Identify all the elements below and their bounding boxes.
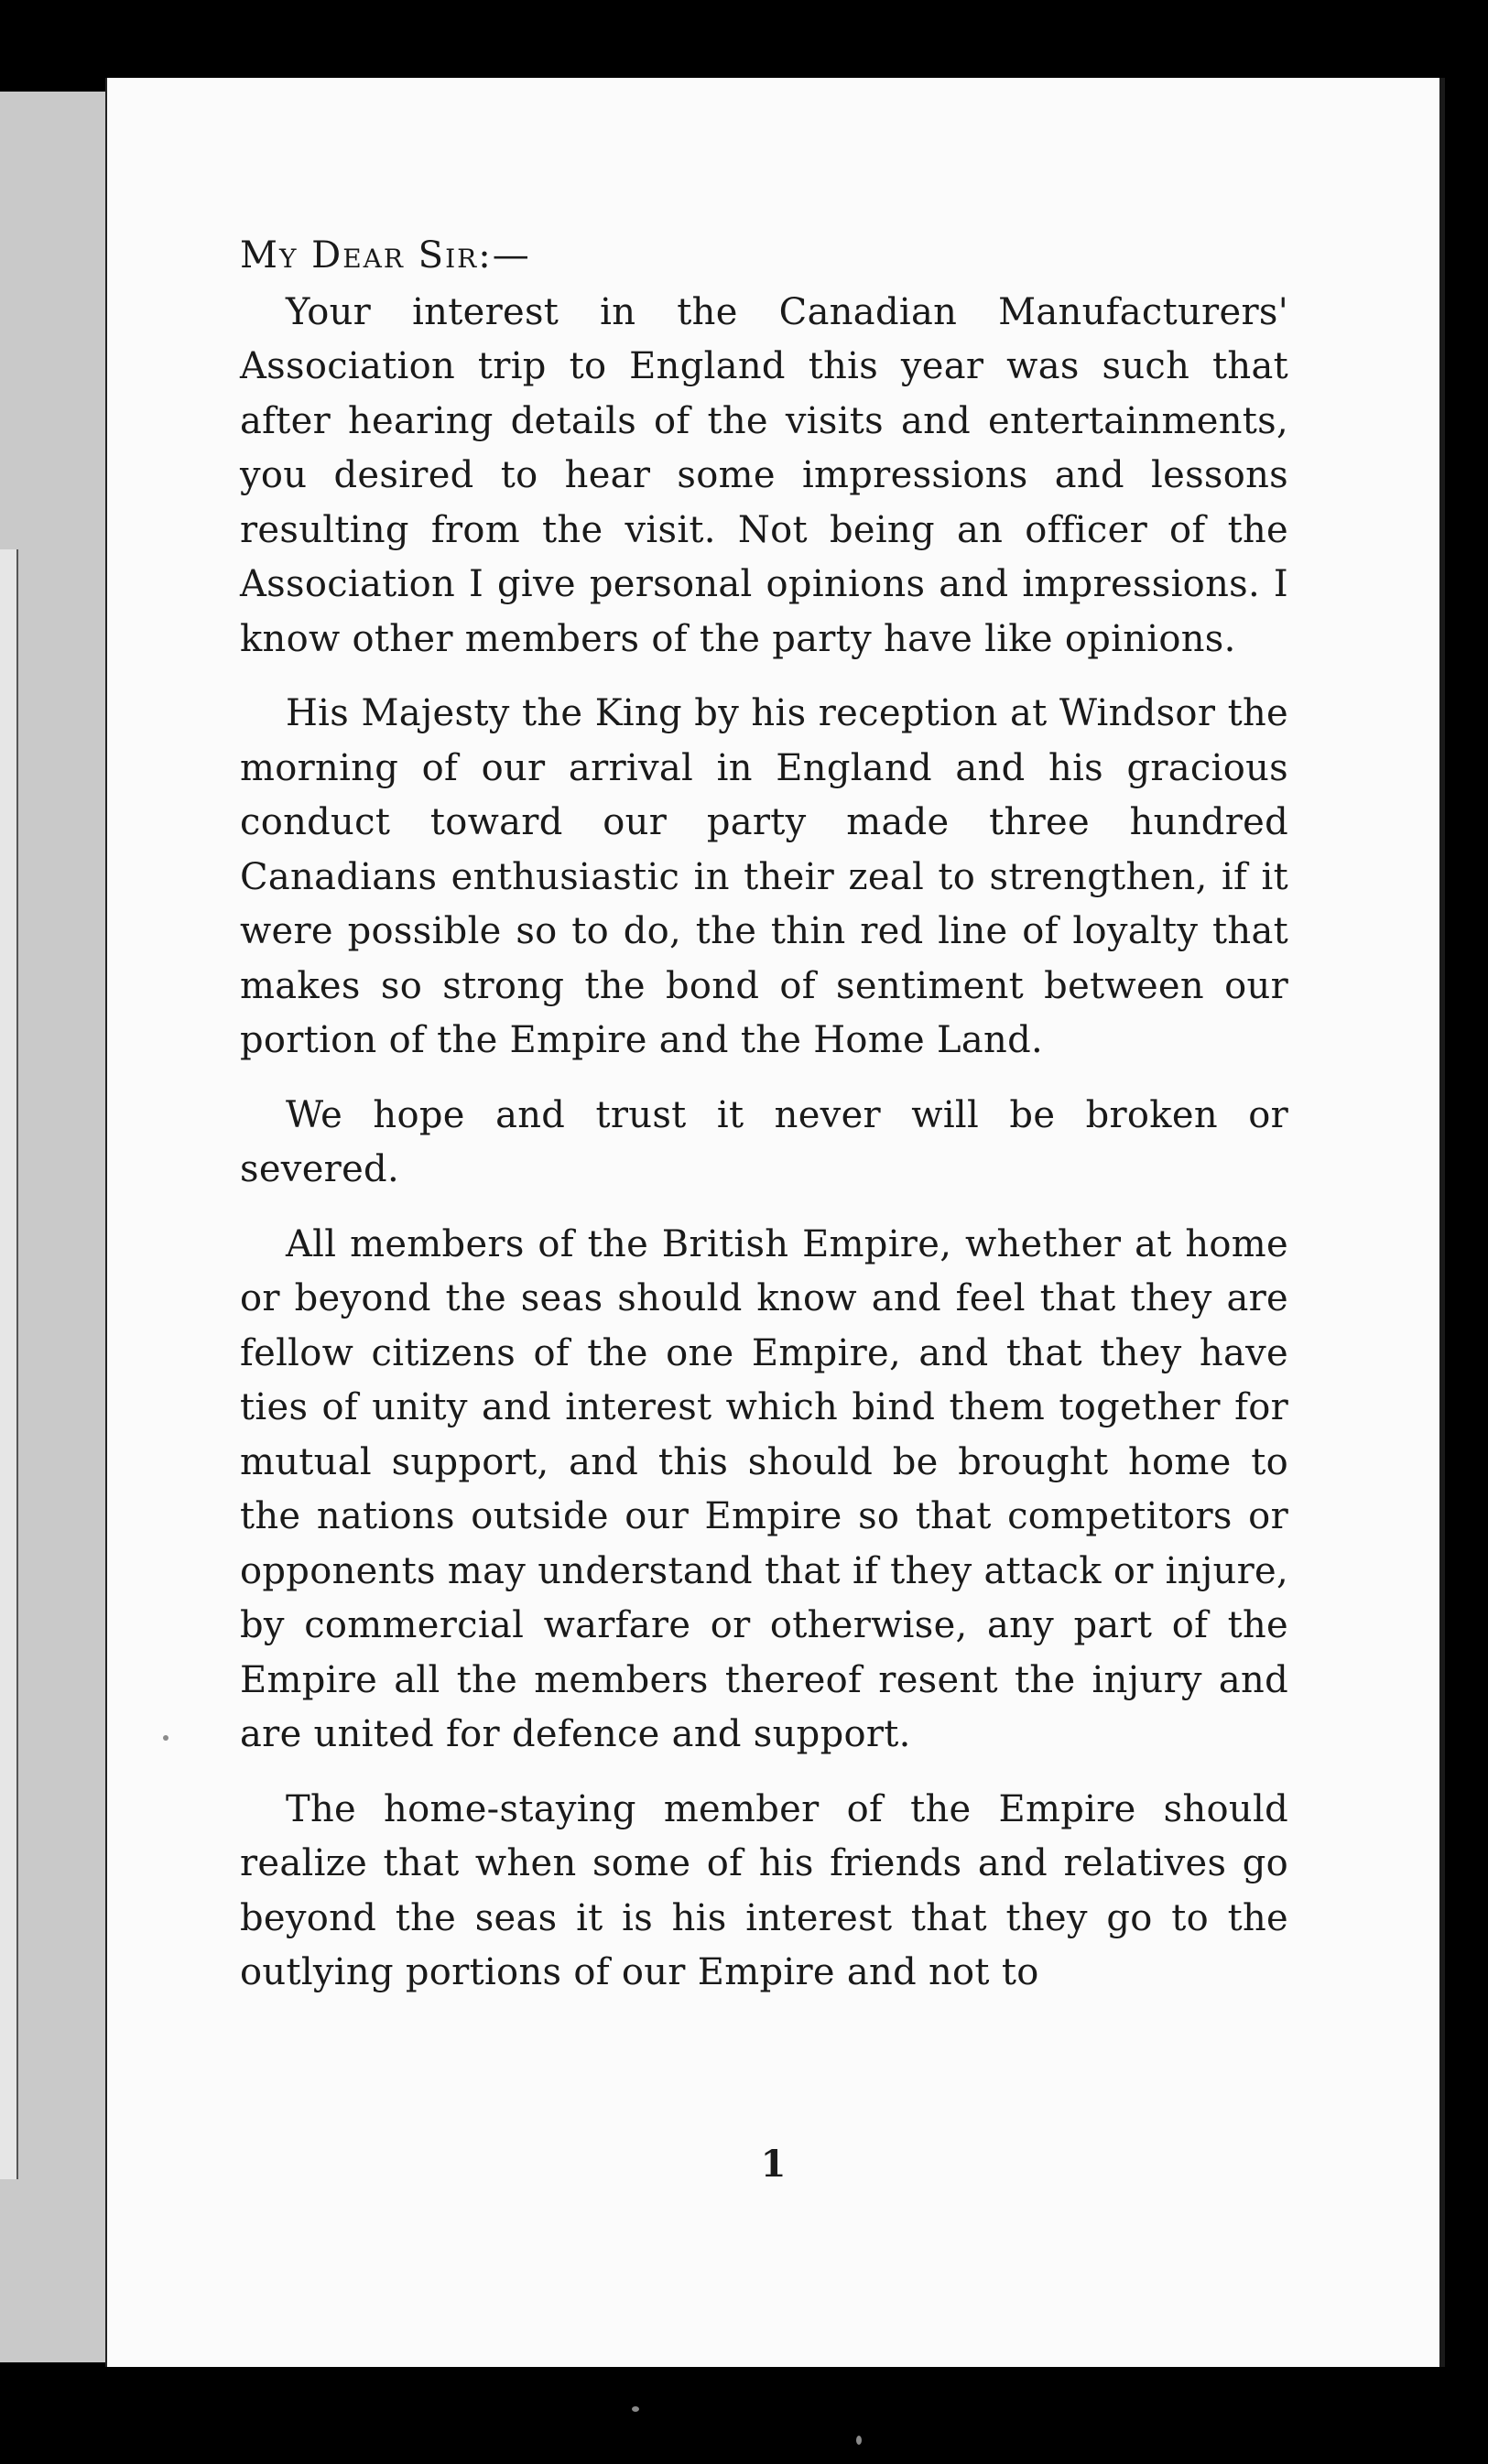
dust-speck — [632, 2406, 639, 2412]
facing-page-edge — [0, 92, 120, 2362]
paragraph-5: The home-staying member of the Empire should realize that when some of his friends and relatives go beyond the seas it is his interest that they go to the outlying portions of our Empire and not to — [240, 1787, 1288, 1993]
dust-speck — [163, 1735, 168, 1741]
facing-page-strip — [0, 549, 18, 2179]
letter-body — [240, 229, 1288, 2021]
page-number: 1 — [760, 2143, 787, 2186]
document-page — [105, 78, 1439, 2367]
salutation: My Dear Sir:— — [240, 234, 531, 277]
dust-speck — [856, 2436, 862, 2445]
paragraph-4: All members of the British Empire, whether at home or beyond the seas should know and feel that they are fellow citizens of the one Empire, and that they have ties of unity and interest which bind them together for mutual support, and this should be brought home to the nations outside our Empire so that competitors or opponents may understand that if they attack or injure, by commercial warfare or otherwise, any part of the Empire all the members thereof resent the injury and are united for defence and support. — [240, 1222, 1288, 1755]
paragraph-2: His Majesty the King by his reception at Windsor the morning of our arrival in England and his gracious conduct toward our party made three hundred Canadians enthusiastic in their zeal to strengthen, if it were possible so to do, the thin red line of loyalty that makes so strong the bond of sentiment between our portion of the Empire and the Home Land. — [240, 692, 1288, 1061]
paragraph-1: Your interest in the Canadian Manufacturers' Association trip to England this year was such that after hearing details of the visits and entertainments, you desired to hear some impressions and lessons resulting from the visit. Not being an officer of the Association I give personal opinions and impressions. I know other members of the party have like opinions. — [240, 290, 1288, 660]
paragraph-3: We hope and trust it never will be broken or severed. — [240, 1093, 1288, 1190]
